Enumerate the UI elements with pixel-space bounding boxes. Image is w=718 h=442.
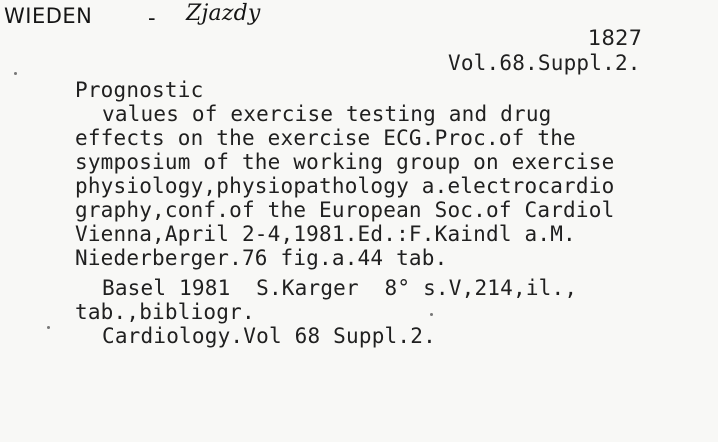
series-note: Cardiology.Vol 68 Suppl.2. [102,324,436,348]
title-line-3: effects on the exercise ECG.Proc.of the [75,126,576,150]
title-line-6: graphy,conf.of the European Soc.of Cardiol [75,198,615,222]
card-year: 1827 [588,26,643,50]
paper-speck [47,326,50,329]
author-heading: WIEDEN [4,4,93,28]
paper-speck [430,313,433,316]
volume-reference: Vol.68.Suppl.2. [448,51,641,75]
imprint-continuation: tab.,bibliogr. [75,300,255,324]
title-line-1: Prognostic [75,78,204,102]
heading-dash: - [148,6,157,30]
handwritten-subject: Zjazdy [186,1,261,26]
title-line-8: Niederberger.76 fig.a.44 tab. [75,246,448,270]
title-line-2: values of exercise testing and drug [102,102,552,126]
title-line-5: physiology,physiopathology a.electrocardio [75,174,615,198]
title-line-4: symposium of the working group on exercise [75,150,615,174]
imprint-line: Basel 1981 S.Karger 8° s.V,214,il., [102,276,578,300]
title-line-7: Vienna,April 2-4,1981.Ed.:F.Kaindl a.M. [75,222,576,246]
paper-speck [14,72,17,75]
